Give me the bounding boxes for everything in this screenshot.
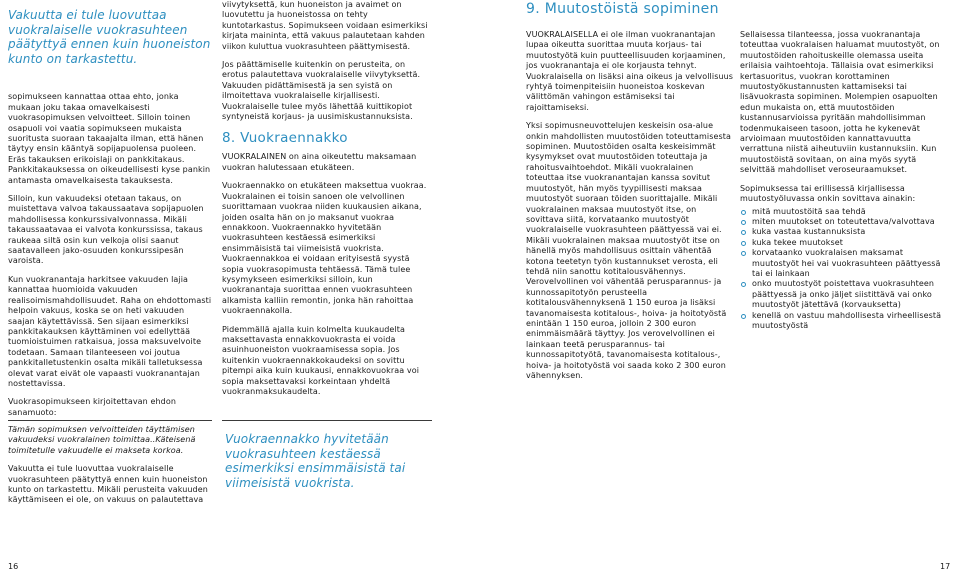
middle-paragraph-1: viivytyksettä, kun huoneiston ja avaimet on luovutettu ja huoneistossa on tehty kuntotarkastus. Sopimukseen voidaan esimerkiksi kirjata maininta, että vakuus palautetaan kahden viikon kuluttua vuokrasuhteen päättymisestä. <box>222 0 428 51</box>
bullet-circle-icon <box>741 230 746 235</box>
page-number-right: 17 <box>940 562 951 571</box>
middle-paragraph-2: Jos päättämiselle kuitenkin on perusteita, on erotus palautettava vuokralaiselle viivytyksettä. Vakuuden pidättämisestä ja sen syistä on ilmoitettava vuokralaiselle kirjallisesti. Vuokralaiselle tulee myös lähettää kuittikopiot syntyneistä korjaus- ja uusimiskustannuksista. <box>222 60 421 122</box>
bullet-circle-icon <box>741 241 746 246</box>
left-paragraph-4: Vuokrasopimukseen kirjoitettavan ehdon sanamuoto: <box>8 397 177 417</box>
bullet-circle-icon <box>741 282 746 287</box>
left-paragraph-2: Silloin, kun vakuudeksi otetaan takaus, on muistettava valvoa takaussaatava sopijapuolen mahdollisessa konkurssivalvonnassa. Mikäli takaussaatavaa ei valvota konkurssissa, takaus raukeaa siltä osin kun velkoja olisi saanut saatavalleen jako-osuuden konkurssipesän varoista. <box>8 194 204 266</box>
left-paragraph-1: sopimukseen kannattaa ottaa ehto, jonka mukaan joku takaa omavelkaisesti vuokrasopimuksen velvoitteet. Silloin toinen osapuoli voi vaatia sopimukseen mukaista suoritusta suoraan takaajalta ilman, että hänen täytyy ensin kääntyä sopijapuolensa puoleen. Eräs takauksen erikoislaji on pankkitakaus. Pankkitakauksessa on oikeudellisesti kyse pankin antamasta omavelkaisesta takauksesta. <box>8 92 211 185</box>
middle-paragraph-5: Pidemmällä ajalla kuin kolmelta kuukaudelta maksettavasta ennakkovuokrasta ei voida asuinhuoneiston vuokraamisessa sopia. Jos kuitenkin vuokraennakkokaudeksi on sovittu pitempi aika kuin kuukausi, ennakkovuokraa voi sopia maksettavaksi korkeintaan yhdeltä vuokranmaksukaudelta. <box>222 324 420 396</box>
left-paragraph-3: Kun vuokranantaja harkitsee vakuuden lajia kannattaa huomioida vakuuden realisoimismahdollisuudet. Raha on ehdottomasti helpoin vakuus, koska se on heti vakuuden saajan käytettävissä. Sen sijaan esimerkiksi pankkitakauksen käyttäminen voi edellyttää tuomioistuimen ratkaisua, jossa maksuvelvoite todetaan. Samaan tilanteeseen voi joutua pankkitalletustenkin osalta mikäli talletuksessa olevat varat eivät ole vapaasti vuokranantajan nostettavissa. <box>8 274 212 388</box>
middle-pull-quote-rule <box>222 420 432 421</box>
left-paragraph-5: Vakuutta ei tule luovuttaa vuokralaiselle vuokrasuhteen päätyttyä ennen kuin huoneiston kunto on tarkastettu. Mikäli perusteita vakuuden käyttämiseen ei ole, on vakuus on palautettava <box>8 464 208 505</box>
list-item: miten muutokset on toteutettava/valvottava <box>740 217 952 227</box>
section9-paragraph-3: Sellaisessa tilanteessa, jossa vuokranantaja toteuttaa vuokralaisen haluamat muutostyöt, on muutostöiden rahoituskeille olemassa useita erilaisia vaihtoehtoja. Tällaisia ovat esimerkiksi kertasuoritus, vuokran korottaminen muutostyökustannusten kattamiseksi tai lisävuokrasta sopiminen. Molempien osapuolten edun mukaista on, että muutostöiden kustannusarvioissa pyritään mahdollisimman todenmukaiseen tasoon, jotta he kykenevät arvioimaan muutostöiden kannattavuutta verrattuna niistä aiheutuviin kustannuksiin. Kun muutostöistä sovitaan, on aina myös syytä selvittää mahdolliset veroseuraamukset. <box>740 30 940 175</box>
middle-paragraph-4: Vuokraennakko on etukäteen maksettua vuokraa. Vuokralainen ei toisin sanoen ole velvollinen suorittamaan vuokraa niiden kuukausien aikana, joiden osalta hän on jo maksanut vuokraa ennakkoon. Vuokraennakko hyvitetään vuokrasuhteen kestäessä esimerkiksi ensimmäisistä tai viimeisistä vuokrista. Vuokraennakkoa ei voidaan erityisestä syystä sopia vuokrasopimusta tehtäessä. Tämä tulee kysymykseen esimerkiksi silloin, kun vuokranantaja suorittaa ennen vuokrasuhteen alkamista kalliin remontin, jonka hän rahoittaa vuokraennakolla. <box>222 181 427 316</box>
left-pull-quote: Vakuutta ei tule luovuttaa vuokralaiselle vuokrasuhteen päätyttyä ennen kuin huoneiston kunto on tarkastettu. <box>8 8 211 66</box>
right-column-2 <box>740 30 952 331</box>
list-item: mitä muutostöitä saa tehdä <box>740 207 952 217</box>
list-item: kuka tekee muutokset <box>740 238 952 248</box>
middle-paragraph-3: VUOKRALAINEN on aina oikeutettu maksamaan vuokran halutessaan etukäteen. <box>222 152 417 172</box>
requirements-list <box>740 207 952 332</box>
section-9-heading-wrap <box>526 1 946 23</box>
note-top-rule <box>8 420 212 421</box>
section9-paragraph-4: Sopimuksessa tai erillisessä kirjallisessa muutostyöluvassa onkin sovittava ainakin: <box>740 183 916 204</box>
middle-column <box>222 0 432 405</box>
section9-paragraph-2: Yksi sopimusneuvottelujen keskeisin osa-alue onkin mahdollisten muutostöiden toteuttamisesta sopiminen. Muutostöiden osalta keskeisimmät kysymykset ovat muutostöiden toteuttaja ja rahoitusvaihtoehdot. Mikäli vuokralainen toteuttaa itse vuokranantajan kanssa sovitut muutostyöt, hän myös tyypillisesti maksaa muutostyöt suoraan töiden suorittajalle. Mikäli vuokralainen maksaa muutostyöt itse, on sovittava siitä, korvataanko muutostyöt vuokralaiselle vuokrasuhteen päättyessä vai ei. Mikäli vuokralainen maksaa muutostyöt itse on hänellä myös mahdollisuus osittain vähentää kotona teetetyn työn kustannukset verosta, eli tehdä niin sanottu kotitalousvähennys. Verovelvollinen voi vähentää perusparannus- ja kunnossapitotyön perusteella kotitalousvähennyksenä 1 150 euroa ja lisäksi tavanomaisesta kotitalous-, hoiva- ja hoitotyöstä enintään 1 150 euroa, jolloin 2 300 euron enimmäismäärä täyttyy. Jos verovelvollinen ei lainkaan teetä perusparannus- tai kunnossapitotyötä, tavanomaisesta kotitalous-, hoiva- ja hoitotyöstä voi saada koko 2 300 euron vähennyksen. <box>526 121 732 380</box>
section9-paragraph-1: VUOKRALAISELLA ei ole ilman vuokranantajan lupaa oikeutta suorittaa muuta korjaus- tai muutostyötä kuin puutteellisuuden korjaaminen, jos vuokranantaja ei ole korjausta tehnyt. Vuokralaisella on lisäksi aina oikeus ja velvollisuus ryhtyä toimenpiteisiin huoneistoa koskevan välittömän vahingon estämiseksi tai rajoittamiseksi. <box>526 30 734 112</box>
bullet-circle-icon <box>741 220 746 225</box>
left-note-block <box>8 425 212 514</box>
left-page-column <box>8 8 212 426</box>
section-9-heading: 9. Muutostöistä sopiminen <box>526 1 719 17</box>
list-item: kuka vastaa kustannuksista <box>740 227 952 237</box>
middle-pull-quote-block <box>225 432 425 498</box>
bullet-circle-icon <box>741 251 746 256</box>
section-8-heading: 8. Vuokraennakko <box>222 130 348 147</box>
bullet-circle-icon <box>741 210 746 215</box>
contract-clause-note: Tämän sopimuksen velvoitteiden täyttämisen vakuudeksi vuokralainen toimittaa..Käteisenä toimitetulle vakuudelle ei makseta korkoa. <box>8 425 196 455</box>
bullet-circle-icon <box>741 314 746 319</box>
list-item: kenellä on vastuu mahdollisesta virheellisestä muutostyöstä <box>740 311 952 332</box>
middle-pull-quote: Vuokraennakko hyvitetään vuokrasuhteen kestäessä esimerkiksi ensimmäisistä tai viimeisistä vuokrista. <box>225 432 406 490</box>
page-number-left: 16 <box>8 562 19 571</box>
list-item: onko muutostyöt poistettava vuokrasuhteen päättyessä ja onko jäljet siistittävä vai onko muutostyöt jätettävä (korvauksetta) <box>740 279 952 310</box>
right-column-1 <box>526 30 734 389</box>
list-item: korvataanko vuokralaisen maksamat muutostyöt hei vai vuokrasuhteen päättyessä tai ei lainkaan <box>740 248 952 279</box>
